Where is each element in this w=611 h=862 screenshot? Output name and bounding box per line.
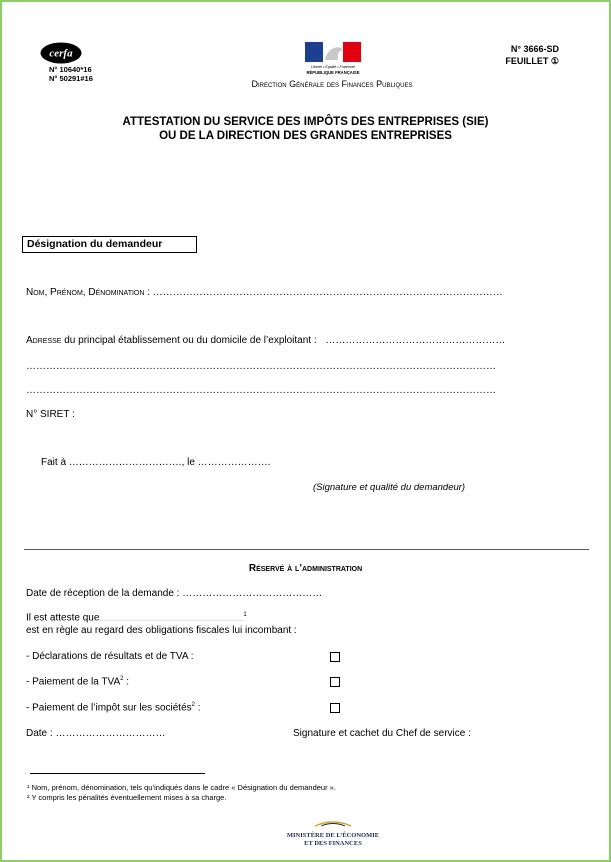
form-number-1: N° 10640*16 xyxy=(49,65,92,74)
sheet-number: FEUILLET ① xyxy=(505,56,559,66)
footnote-separator xyxy=(30,773,205,774)
compliance-text: est en règle au regard des obligations fiscales lui incombant : xyxy=(26,625,297,636)
item-results-vat-label: - Déclarations de résultats et de TVA : xyxy=(26,651,194,662)
address-row xyxy=(26,335,505,346)
item-vat-payment-checkbox[interactable] xyxy=(330,677,340,687)
dgfip-label: Direction Générale des Finances Publiques xyxy=(251,79,413,89)
attested-field[interactable]: ……………………………………………………………………………………………… xyxy=(99,616,244,622)
title-line-2: OU DE LA DIRECTION DES GRANDES ENTREPRISES xyxy=(159,130,452,142)
address-field-1[interactable]: ……………………………………………… xyxy=(325,335,506,346)
name-field[interactable]: …………………………………………………………………………………………… xyxy=(152,287,503,298)
admin-section-title: Réservé à l’administration xyxy=(248,563,363,574)
item-corporate-tax-checkbox[interactable] xyxy=(330,703,340,713)
applicant-section-title: Désignation du demandeur xyxy=(22,236,197,253)
chief-signature-label: Signature et cachet du Chef de service : xyxy=(293,728,471,739)
name-label: Nom, Prénom, Dénomination : xyxy=(26,287,150,298)
ministry-name-line-2: ET DES FINANCES xyxy=(304,840,362,847)
cerfa-logo xyxy=(40,42,82,64)
item-vat-payment-label: - Paiement de la TVA$^2$ : xyxy=(26,676,130,688)
page-title xyxy=(2,115,609,143)
item-results-vat-checkbox[interactable] xyxy=(330,652,340,662)
document-number: N° 3666-SD xyxy=(510,44,559,54)
ministry-name-line-1: MINISTÈRE DE L’ÉCONOMIE xyxy=(286,832,380,839)
name-field-row xyxy=(26,287,503,298)
attested-row xyxy=(26,612,247,623)
attested-footnote-ref: 1 xyxy=(243,612,247,618)
marianne-motto: Liberté • Égalité • Fraternité xyxy=(311,65,355,69)
marianne-republic: RÉPUBLIQUE FRANÇAISE xyxy=(306,70,360,75)
address-label: du principal établissement ou du domicile de l’exploitant : xyxy=(61,335,317,346)
address-label-prefix: Adresse xyxy=(26,335,62,346)
address-field-3[interactable]: …………………………………………………………………………………………………………………………… xyxy=(26,385,496,396)
footnote-2: ² Y compris les pénalités éventuellement mises à sa charge. xyxy=(27,793,227,802)
form-number-2: N° 50291#16 xyxy=(49,74,93,83)
attested-label: Il est atteste que xyxy=(26,612,100,624)
cerfa-logo-text: cerfa xyxy=(49,47,73,60)
title-line-1: ATTESTATION DU SERVICE DES IMPÔTS DES ENTREPRISES (SIE) xyxy=(122,116,489,128)
document-number-block xyxy=(505,43,559,67)
footnote-1: ¹ Nom, prénom, dénomination, tels qu’indiqués dans le cadre « Désignation du demandeur ». xyxy=(27,783,336,792)
ministry-logo xyxy=(268,814,398,848)
section-divider xyxy=(24,549,589,550)
marianne-logo xyxy=(305,42,361,76)
admin-date-field[interactable]: Date : …………………………… xyxy=(26,728,166,739)
item-corporate-tax-label: - Paiement de l’impôt sur les sociétés$^2$ : xyxy=(26,702,201,714)
signature-note: (Signature et qualité du demandeur) xyxy=(313,482,466,493)
address-field-2[interactable]: …………………………………………………………………………………………………………………………… xyxy=(26,361,496,372)
receipt-date-field[interactable]: Date de réception de la demande : …………………………………… xyxy=(26,588,323,599)
made-at-field[interactable]: Fait à ……………………………., le …………………. xyxy=(41,457,271,468)
siret-label: N° SIRET : xyxy=(26,409,75,420)
ministry-emblem-icon xyxy=(313,820,353,827)
